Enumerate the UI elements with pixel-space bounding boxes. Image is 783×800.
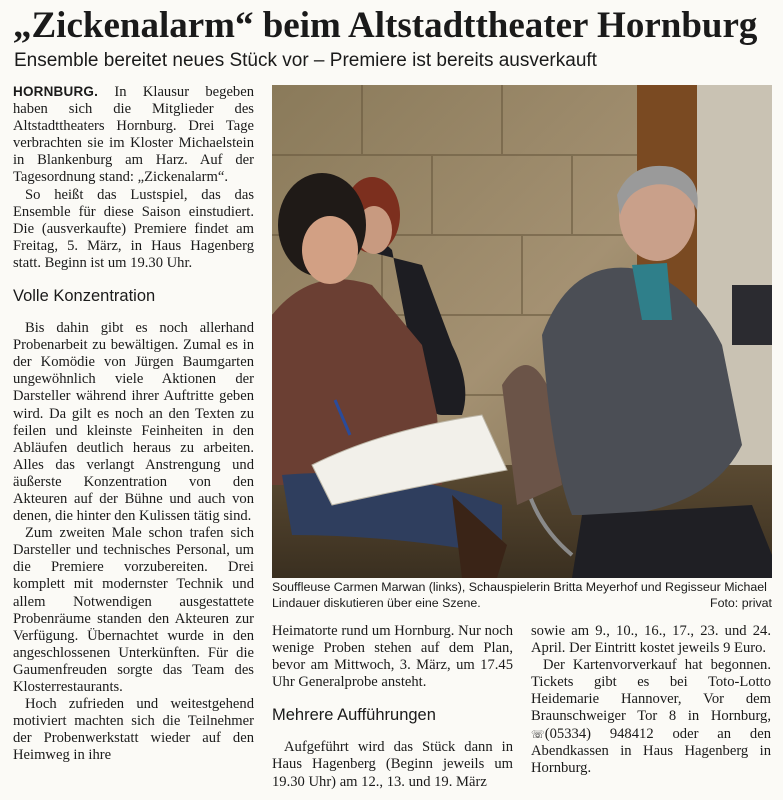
phone-number: (05334) 948412 (544, 725, 654, 742)
paragraph-intro-text: In Klausur begeben haben sich die Mitglieder des Altstadttheaters Hornburg. Drei Tage verbrachten sie im Kloster Michaelstein in Blankenburg am Harz. Auf der Tagesordnung stand: „Zickenalarm“. (13, 84, 255, 186)
paragraph-continued: sowie am 9., 10., 16., 17., 23. und 24. April. Der Eintritt kostet jeweils 9 Euro. (531, 623, 771, 657)
paragraph: Hoch zufrieden und weitestgehend motiviert machten sich die Teilnehmer der Probenwerkstatt wieder auf den Heimweg in ihre (13, 696, 254, 764)
paragraph-continued: Heimatorte rund um Hornburg. Nur noch wenige Proben stehen auf dem Plan, bevor am Mittwoch, 3. März, um 17.45 Uhr Generalprobe ansteht. (272, 623, 513, 691)
photo-credit: Foto: privat (710, 596, 772, 610)
camera (732, 285, 772, 345)
phone-icon: ☏ (531, 727, 545, 741)
paragraph: Bis dahin gibt es noch allerhand Probenarbeit zu bewältigen. Zumal es in der Komödie von Jürgen Baumgarten ungewöhnlich viele Aktionen der Darsteller während ihrer Auftritte geben wird. Da gilt es noch an den Texten zu feilen und kleinste Feinheiten in den Abläufen deutlich heraus zu arbeiten. Alles das verlangt Anstrengung und äußerste Konzentration von den Akteuren auf der Bühne und auch von denen, die hinter den Kulissen tätig sind. (13, 320, 254, 525)
article-column-1 (13, 83, 254, 764)
caption-text: Souffleuse Carmen Marwan (links), Schauspielerin Britta Meyerhof und Regisseur Michael Lindauer diskutieren über eine Szene. (272, 580, 767, 610)
photo-caption (272, 579, 772, 611)
paragraph: So heißt das Lustspiel, das das Ensemble für diese Saison einstudiert. Die (ausverkaufte) Premiere findet am Freitag, 5. März, in Haus Hagenberg statt. Beginn ist um 19.30 Uhr. (13, 186, 254, 271)
subheading-volle-konzentration: Volle Konzentration (13, 287, 156, 306)
paragraph-tickets (531, 657, 771, 777)
subheadline: Ensemble bereitet neues Stück vor – Premiere ist bereits ausverkauft (14, 50, 597, 71)
paragraph-intro (13, 83, 254, 187)
tickets-text: Der Kartenvorverkauf hat begonnen. Tickets gibt es bei Toto-Lotto Heidemarie Hannover, Vor dem Braunschweiger Tor 8 in Hornburg, (531, 657, 771, 725)
dateline: HORNBURG. (13, 84, 99, 99)
photo-illustration (272, 85, 772, 578)
paragraph: Zum zweiten Male schon trafen sich Darsteller und technisches Personal, um die Premiere vorzubereiten. Drei komplett mit modernster Technik und allem Notwendigen ausgestattete Probenräume standen den Akteuren zur Verfügung. Übernachtet wurde in den angeschlossenen Unterkünften. Für die Gaumenfreuden sorgte das Team des Klosterrestaurants. (13, 525, 254, 695)
subheading-mehrere-auffuehrungen: Mehrere Aufführungen (272, 706, 436, 725)
article-photo (272, 85, 772, 578)
paragraph: Aufgeführt wird das Stück dann in Haus Hagenberg (Beginn jeweils um 19.30 Uhr) am 12., 13. und 19. März (272, 739, 513, 790)
article-column-3 (531, 623, 771, 777)
tickets-text-end: oder an den Abendkassen in Haus Hagenberg in Hornburg. (531, 725, 772, 776)
article-column-2 (272, 623, 513, 791)
headline: „Zickenalarm“ beim Altstadttheater Hornburg (13, 5, 758, 46)
